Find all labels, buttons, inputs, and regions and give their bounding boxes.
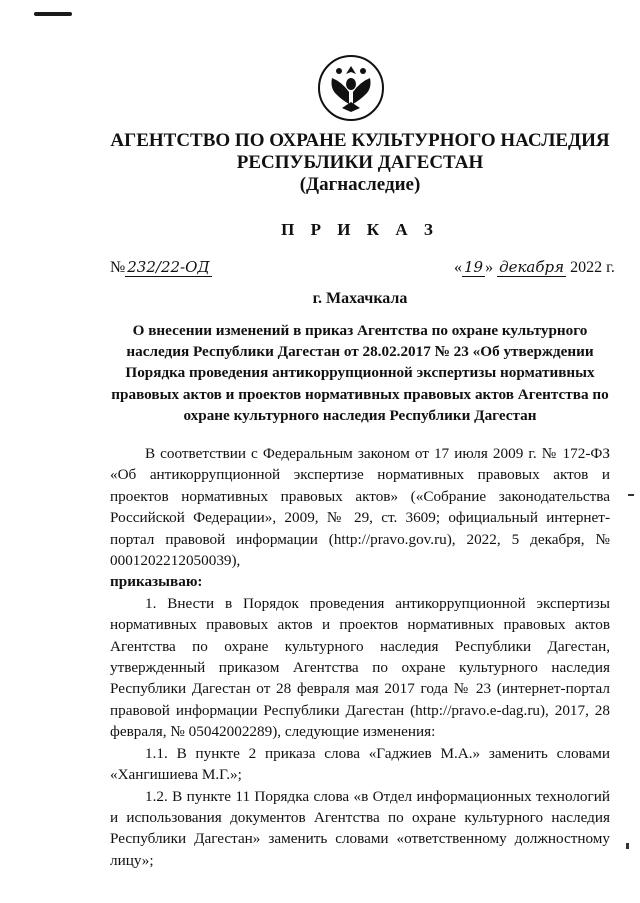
order-verb: приказываю: bbox=[110, 573, 203, 591]
organization-name-line2: РЕСПУБЛИКИ ДАГЕСТАН bbox=[236, 152, 484, 173]
date-day-handwritten: 19 bbox=[464, 258, 484, 276]
item-1-paragraph: 1. Внести в Порядок проведения антикоррупционной экспертизы нормативных правовых актов и проектов нормативных правовых актов Агентства по охране культурного наследия Республики Дагестан, утвержденный приказом Агентства по охране культурного наследия Республики Дагестан от 28 февраля мая 2017 года № 23 (интернет-портал правовой информации Республики Дагестан (http://pravo.e-dag.ru), 2017, 28 февраля, № 05042002289), следующие изменения: bbox=[110, 594, 610, 741]
organization-short-name: (Дагнаследие) bbox=[299, 174, 421, 195]
date-year: 2022 г. bbox=[570, 259, 615, 276]
item-1-1-paragraph: 1.1. В пункте 2 приказа слова «Гаджиев М.А.» заменить словами «Хангишиева М.Г.»; bbox=[110, 744, 610, 784]
scan-edge-mark bbox=[628, 494, 634, 496]
order-subject-title: О внесении изменений в приказ Агентства по охране культурного наследия Республики Дагестан от 28.02.2017 № 23 «Об утверждении Порядка проведения антикоррупционной экспертизы нормативных правовых актов и проектов нормативных правовых актов Агентства по охране культурного наследия Республики Дагестан bbox=[111, 322, 609, 424]
scan-edge-mark bbox=[626, 843, 629, 849]
number-prefix: № bbox=[110, 259, 126, 276]
document-type-title: П Р И К А З bbox=[281, 220, 439, 239]
coat-of-arms-eagle-icon bbox=[312, 52, 390, 122]
scan-artifact-mark bbox=[34, 12, 72, 16]
date-quote-open: « bbox=[454, 259, 462, 276]
date-month-handwritten: декабря bbox=[499, 258, 565, 276]
preamble-text: В соответствии с Федеральным законом от 17 июля 2009 г. № 172-ФЗ «Об антикоррупционной экспертизе нормативных правовых актов и проектов нормативных правовых актов» («Собрание законодательства Российской Федерации», 2009, № 29, ст. 3609; официальный интернет-портал правовой информации (http://pravo.gov.ru), 2022, 5 декабря, № 0001202212050039), bbox=[110, 445, 610, 570]
item-1-2-paragraph: 1.2. В пункте 11 Порядка слова «в Отдел информационных технологий и использования документов Агентства по охране культурного наследия Республики Дагестан» заменить словами «ответственному должностному лицу»; bbox=[110, 787, 610, 869]
city-line: г. Махачкала bbox=[312, 290, 408, 307]
date-quote-close: » bbox=[485, 259, 494, 276]
number-handwritten: 232/22-ОД bbox=[127, 258, 210, 276]
preamble-paragraph bbox=[110, 443, 610, 593]
document-number bbox=[110, 258, 212, 277]
order-body bbox=[110, 443, 610, 871]
document-date bbox=[454, 258, 615, 277]
organization-name-line1: АГЕНТСТВО ПО ОХРАНЕ КУЛЬТУРНОГО НАСЛЕДИЯ bbox=[110, 130, 610, 151]
